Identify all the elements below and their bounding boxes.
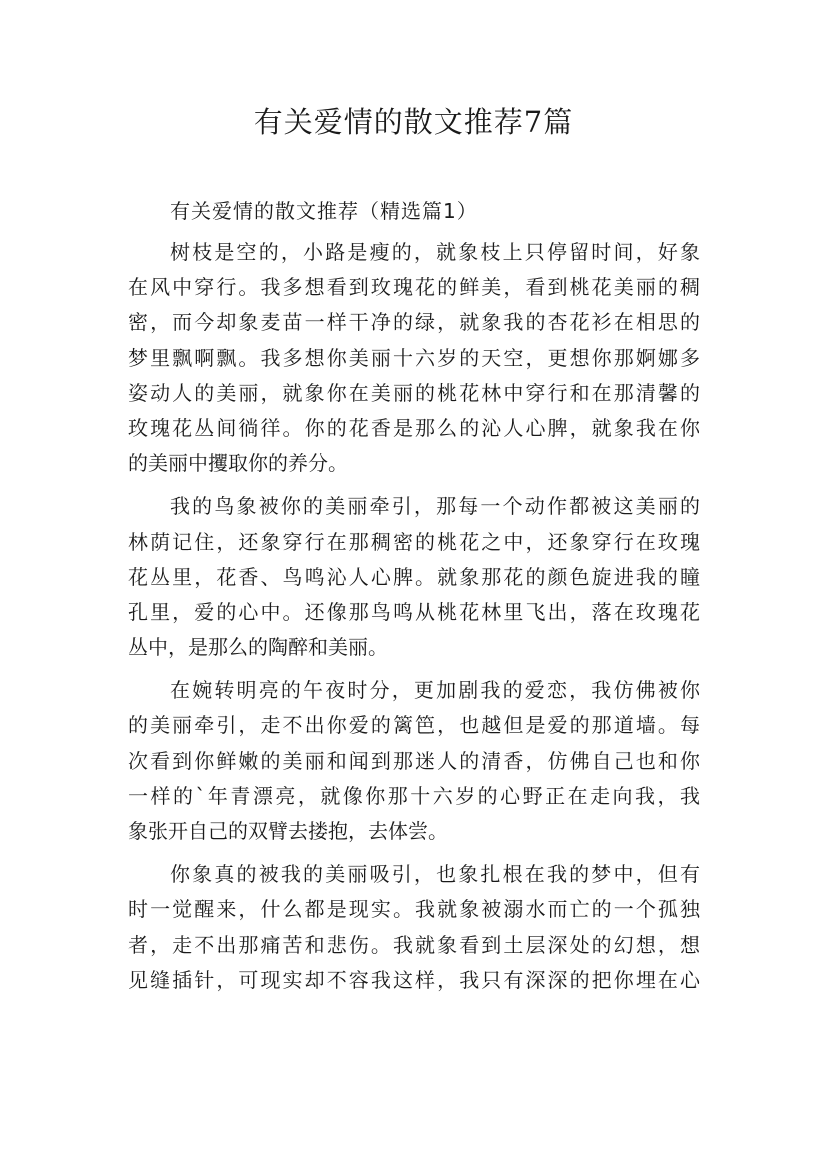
paragraph-line: 的美丽牵引，走不出你爱的篱笆，也越但是爱的那道墙。每 bbox=[128, 713, 700, 738]
paragraph-line: 次看到你鲜嫩的美丽和闻到那迷人的清香，仿佛自己也和你 bbox=[128, 748, 700, 773]
document-body bbox=[128, 195, 700, 998]
paragraph-line: 时一觉醒来，什么都是现实。我就象被溺水而亡的一个孤独 bbox=[128, 897, 700, 922]
paragraph bbox=[128, 227, 700, 481]
paragraph-line: 林荫记住，还象穿行在那稠密的桃花之中，还象穿行在玫瑰 bbox=[128, 529, 700, 554]
paragraph-line: 姿动人的美丽，就象你在美丽的桃花林中穿行和在那清馨的 bbox=[128, 380, 700, 405]
document-title: 有关爱情的散文推荐7篇 bbox=[253, 105, 574, 139]
paragraph bbox=[128, 481, 700, 665]
paragraph-line: 在婉转明亮的午夜时分，更加剧我的爱恋，我仿佛被你 bbox=[170, 678, 700, 703]
paragraph-line: 玫瑰花丛间徜徉。你的花香是那么的沁人心脾，就象我在你 bbox=[128, 415, 700, 440]
paragraph-line: 梦里飘啊飘。我多想你美丽十六岁的天空，更想你那婀娜多 bbox=[128, 345, 700, 370]
paragraph-line: 在风中穿行。我多想看到玫瑰花的鲜美，看到桃花美丽的稠 bbox=[128, 275, 700, 300]
paragraph bbox=[128, 849, 700, 998]
paragraph-list bbox=[128, 227, 700, 998]
paragraph-line: 者，走不出那痛苦和悲伤。我就象看到土层深处的幻想，想 bbox=[128, 932, 700, 957]
paragraph-line: 象张开自己的双臂去搂抱，去体尝。 bbox=[128, 819, 448, 843]
paragraph-line: 孔里，爱的心中。还像那鸟鸣从桃花林里飞出，落在玫瑰花 bbox=[128, 599, 700, 624]
paragraph-line: 丛中，是那么的陶醉和美丽。 bbox=[128, 635, 388, 660]
paragraph-line: 密，而今却象麦苗一样干净的绿，就象我的杏花衫在相思的 bbox=[128, 310, 700, 335]
paragraph-line: 你象真的被我的美丽吸引，也象扎根在我的梦中，但有 bbox=[170, 862, 700, 887]
paragraph-line: 的美丽中攫取你的养分。 bbox=[128, 451, 348, 476]
paragraph bbox=[128, 665, 700, 849]
paragraph-line: 花丛里，花香、鸟鸣沁人心脾。就象那花的颜色旋进我的瞳 bbox=[128, 564, 700, 589]
paragraph-line: 我的鸟象被你的美丽牵引，那每一个动作都被这美丽的 bbox=[170, 494, 700, 519]
paragraph-line: 树枝是空的，小路是瘦的，就象枝上只停留时间，好象 bbox=[170, 240, 700, 264]
section-heading: 有关爱情的散文推荐（精选篇1） bbox=[170, 199, 478, 223]
paragraph-line: 一样的`年青漂亮，就像你那十六岁的心野正在走向我，我 bbox=[128, 783, 700, 808]
paragraph-line: 见缝插针，可现实却不容我这样，我只有深深的把你埋在心 bbox=[128, 967, 700, 992]
